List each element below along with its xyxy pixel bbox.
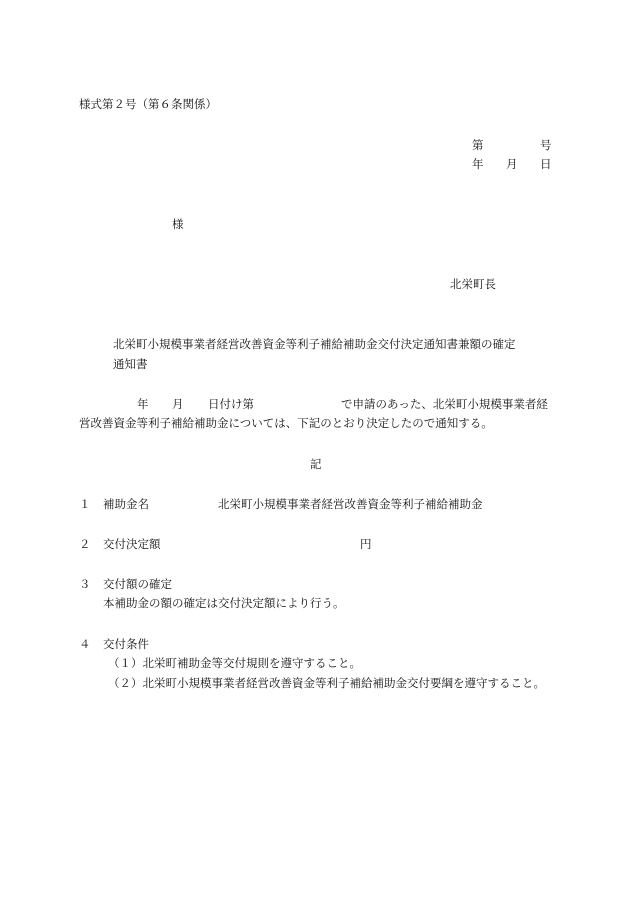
body-date-dai: 日付け第 bbox=[208, 397, 254, 411]
form-number: 様式第２号（第６条関係） bbox=[79, 97, 217, 111]
condition-2: （２）北栄町小規模事業者経営改善資金等利子補給補助金交付要綱を遵守すること。 bbox=[108, 676, 545, 690]
item-2-label: 交付決定額 bbox=[103, 537, 161, 551]
item-3-label: 交付額の確定 bbox=[103, 577, 172, 591]
item-3-number: ３ bbox=[79, 577, 91, 591]
document-title-line2: 通知書 bbox=[113, 357, 148, 371]
item-4-label: 交付条件 bbox=[103, 637, 149, 651]
body-year: 年 bbox=[137, 397, 149, 411]
doc-number-dai: 第 bbox=[472, 138, 484, 152]
item-4-number: ４ bbox=[79, 637, 91, 651]
ki-heading: 記 bbox=[310, 457, 322, 471]
date-day: 日 bbox=[540, 157, 552, 171]
issuer: 北栄町長 bbox=[450, 277, 496, 291]
item-1-number: １ bbox=[79, 497, 91, 511]
addressee-sama: 様 bbox=[172, 217, 184, 231]
item-1-value: 北栄町小規模事業者経営改善資金等利子補給補助金 bbox=[218, 497, 483, 511]
item-2-number: ２ bbox=[79, 537, 91, 551]
doc-number-go: 号 bbox=[540, 138, 552, 152]
item-2-value: 円 bbox=[360, 537, 372, 551]
body-month: 月 bbox=[172, 397, 184, 411]
date-year: 年 bbox=[472, 157, 484, 171]
condition-1: （１）北栄町補助金等交付規則を遵守すること。 bbox=[108, 656, 361, 670]
document-title-line1: 北栄町小規模事業者経営改善資金等利子補給補助金交付決定通知書兼額の確定 bbox=[113, 337, 516, 351]
date-month: 月 bbox=[506, 157, 518, 171]
body-line1-rest: で申請のあった、北栄町小規模事業者経 bbox=[341, 397, 548, 411]
item-1-label: 補助金名 bbox=[103, 497, 149, 511]
body-line2: 営改善資金等利子補給補助金については、下記のとおり決定したので通知する。 bbox=[79, 416, 493, 430]
item-3-detail: 本補助金の額の確定は交付決定額により行う。 bbox=[103, 596, 345, 610]
